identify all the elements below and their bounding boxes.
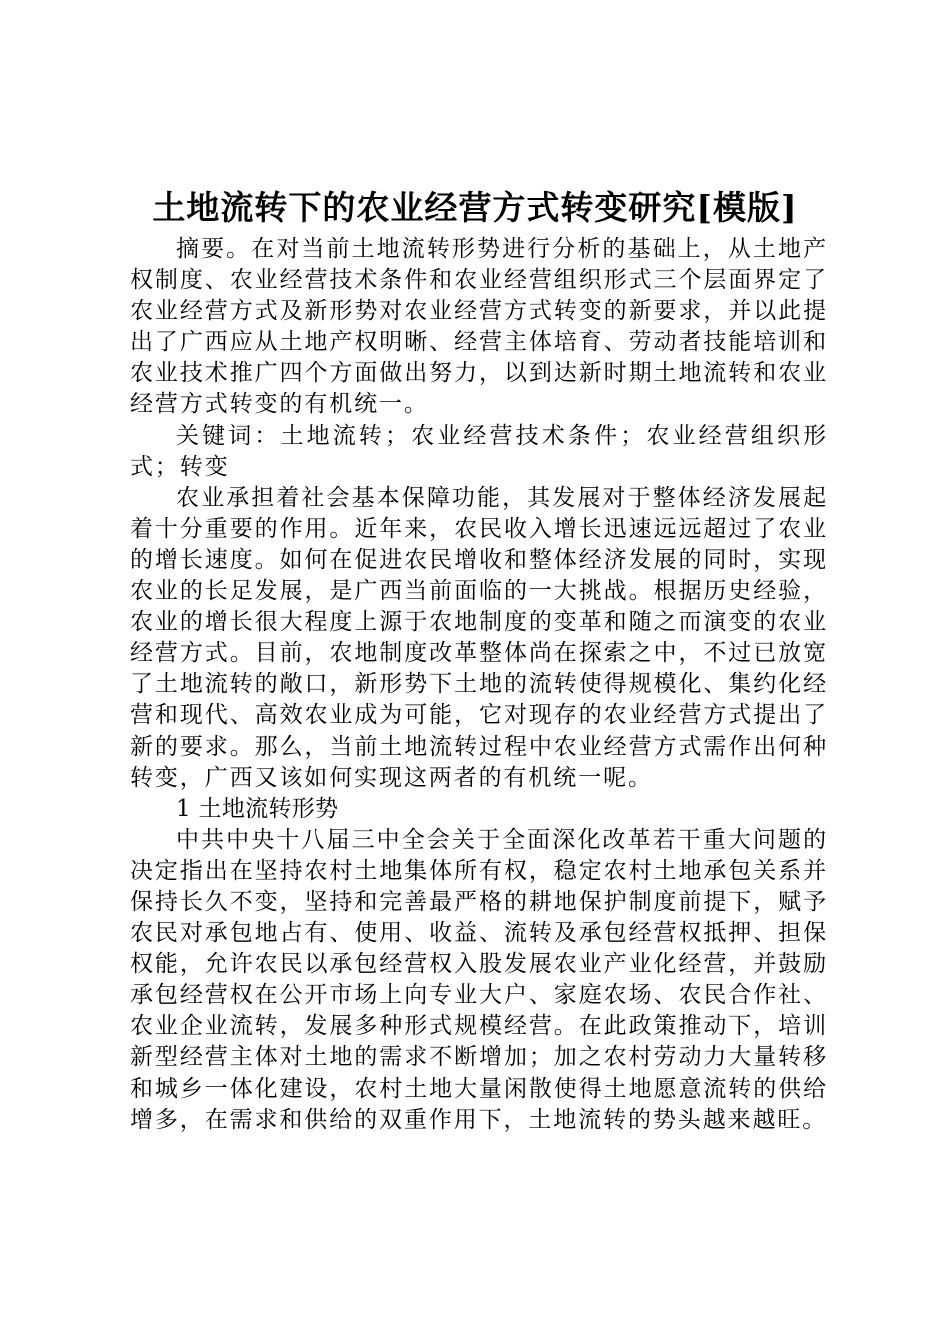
section-heading: 1 土地流转形势 xyxy=(176,795,339,822)
introduction-paragraph: 农业承担着社会基本保障功能，其发展对于整体经济发展起着十分重要的作用。近年来，农民收入增长迅速远远超过了农业的增长速度。如何在促进农民增收和整体经济发展的同时，实现农业的长足发展，是广西当前面临的一大挑战。根据历史经验，农业的增长很大程度上源于农地制度的变革和随之而演变的农业经营方式。目前，农地制度改革整体尚在探索之中，不过已放宽了土地流转的敞口，新形势下土地的流转使得规模化、集约化经营和现代、高效农业成为可能，它对现存的农业经营方式提出了新的要求。那么，当前土地流转过程中农业经营方式需作出何种转变，广西又该如何实现这两者的有机统一呢。 xyxy=(130,484,828,791)
document-title: 土地流转下的农业经营方式转变研究[模版] xyxy=(152,188,798,227)
keywords-paragraph: 关键词：土地流转；农业经营技术条件；农业经营组织形式；转变 xyxy=(130,422,828,480)
abstract-paragraph: 摘要。在对当前土地流转形势进行分析的基础上，从土地产权制度、农业经营技术条件和农业经营组织形式三个层面界定了农业经营方式及新形势对农业经营方式转变的新要求，并以此提出了广西应从土地产权明晰、经营主体培育、劳动者技能培训和农业技术推广四个方面做出努力，以到达新时期土地流转和农业经营方式转变的有机统一。 xyxy=(130,236,828,418)
document-body xyxy=(130,234,828,1136)
section-paragraph: 中共中央十八届三中全会关于全面深化改革若干重大问题的决定指出在坚持农村土地集体所有权，稳定农村土地承包关系并保持长久不变，坚持和完善最严格的耕地保护制度前提下，赋予农民对承包地占有、使用、收益、流转及承包经营权抵押、担保权能，允许农民以承包经营权入股发展农业产业化经营，并鼓励承包经营权在公开市场上向专业大户、家庭农场、农民合作社、农业企业流转，发展多种形式规模经营。在此政策推动下，培训新型经营主体对土地的需求不断增加；加之农村劳动力大量转移和城乡一体化建设，农村土地大量闲散使得土地愿意流转的供给增多，在需求和供给的双重作用下，土地流转的势头越来越旺。 xyxy=(130,826,828,1133)
